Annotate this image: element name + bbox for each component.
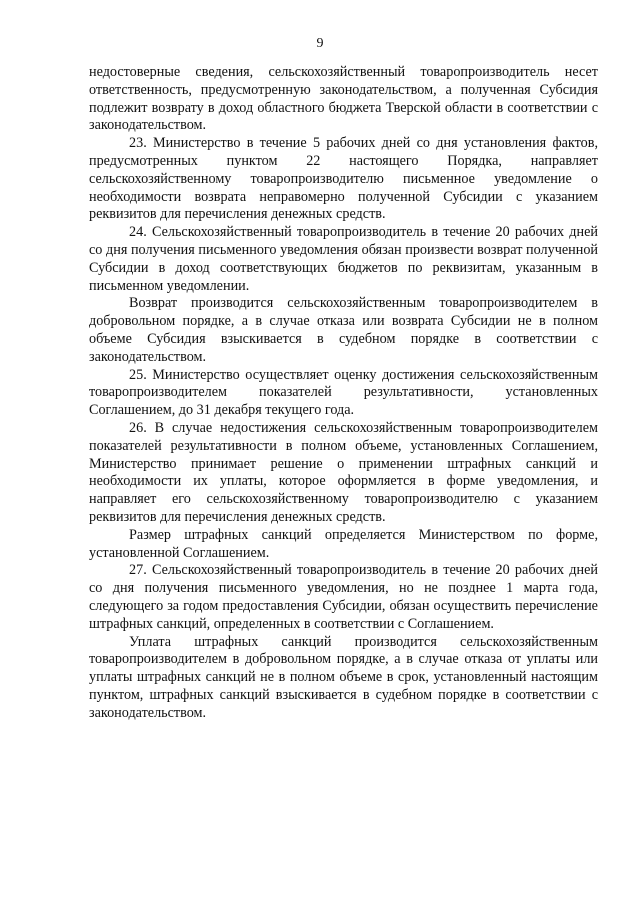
paragraph-item-23: 23. Министерство в течение 5 рабочих дней со дня установления фактов, предусмотренных пунктом 22 настоящего Порядка, направляет сельскохозяйственному товаропроизводителю письменное уведомление о необходимости возврата неправомерно полученной Субсидии с указанием реквизитов для перечисления денежных средств. — [89, 135, 598, 223]
paragraph-refund-procedure: Возврат производится сельскохозяйственным товаропроизводителем в добровольном порядке, а в случае отказа или возврата Субсидии не в полном объеме Субсидия взыскивается в судебном порядке в соответствии с законодательством. — [89, 295, 598, 365]
paragraph-penalty-size: Размер штрафных санкций определяется Министерством по форме, установленной Соглашением. — [89, 526, 598, 561]
paragraph-item-24: 24. Сельскохозяйственный товаропроизводитель в течение 20 рабочих дней со дня получения письменного уведомления обязан произвести возврат полученной Субсидии в доход соответствующих бюджетов по реквизитам, указанным в письменном уведомлении. — [89, 224, 598, 294]
document-body — [89, 64, 598, 722]
paragraph-item-25: 25. Министерство осуществляет оценку достижения сельскохозяйственным товаропроизводителем показателей результативности, установленных Соглашением, до 31 декабря текущего года. — [89, 366, 598, 419]
page-number: 9 — [316, 36, 324, 51]
paragraph-continuation: недостоверные сведения, сельскохозяйственный товаропроизводитель несет ответственность, предусмотренную законодательством, а полученная Субсидия подлежит возврату в доход областного бюджета Тверской области в соответствии с законодательством. — [89, 64, 598, 134]
paragraph-penalty-payment: Уплата штрафных санкций производится сельскохозяйственным товаропроизводителем в добровольном порядке, а в случае отказа от уплаты или уплаты штрафных санкций не в полном объеме в срок, установленный настоящим пунктом, штрафных санкций взыскивается в судебном порядке в соответствии с законодательством. — [89, 633, 598, 721]
paragraph-item-26: 26. В случае недостижения сельскохозяйственным товаропроизводителем показателей результативности в полном объеме, установленных Соглашением, Министерство принимает решение о применении штрафных санкций и необходимости их уплаты, которое оформляется в форме уведомления, и направляет его сельскохозяйственному товаропроизводителю с указанием реквизитов для перечисления денежных средств. — [89, 419, 598, 525]
paragraph-item-27: 27. Сельскохозяйственный товаропроизводитель в течение 20 рабочих дней со дня получения письменного уведомления, но не позднее 1 марта года, следующего за годом предоставления Субсидии, обязан осуществить перечисление штрафных санкций, определенных в соответствии с Соглашением. — [89, 562, 598, 632]
